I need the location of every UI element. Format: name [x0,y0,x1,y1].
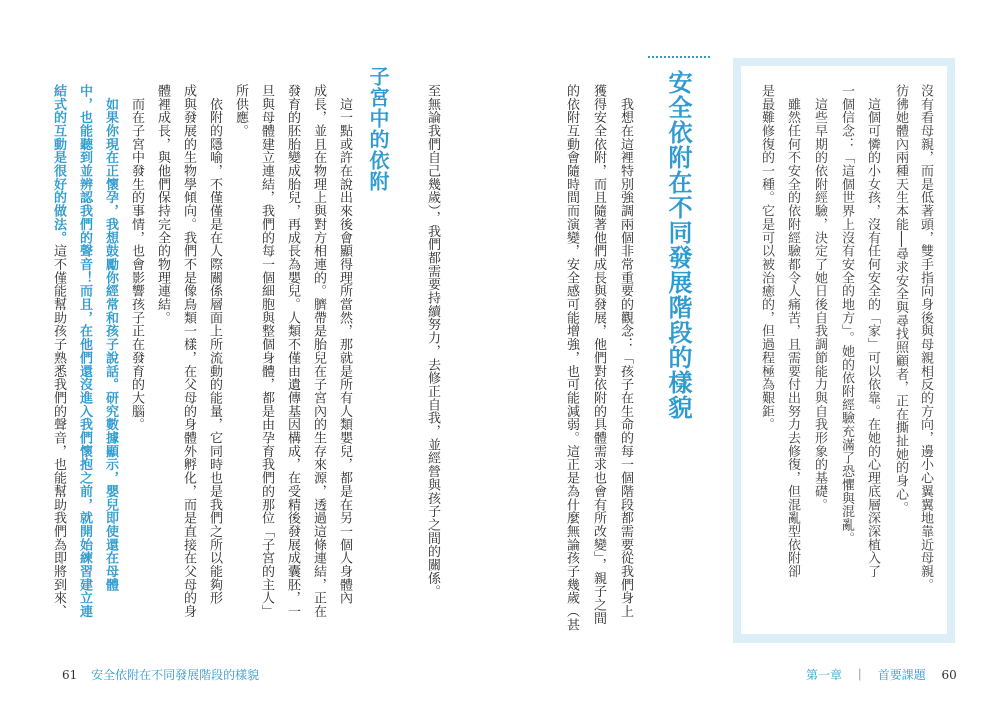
body-line: 成與發展的生物學傾向。我們不是像鳥類一樣，在父母的身體外孵化，而是直接在父母的身 [181,84,196,618]
section-title: 安全依附在不同發展階段的樣貌 [664,70,692,420]
body-line: 體裡成長，與他們保持完全的物理連結。 [155,84,170,325]
body-line: 我想在這裡特別強調兩個非常重要的觀念：「孩子在生命的每一個階段都需要從我們身上 [618,84,633,618]
page-number: 61 [62,668,78,682]
emphasis-segment: 結式的互動是很好的做法。 [51,84,66,245]
box-line: 雖然任何不安全的依附經驗都令人痛苦，且需要付出努力去修復，但混亂型依附卻 [785,84,800,578]
body-line: 至無論我們自己幾歲），我們都需要持續努力，去修正自我，並經營與孩子之間的關係。 [425,84,440,599]
footer-title: 首要課題 [877,668,926,682]
body-line: 所供應。 [233,84,248,138]
footer-separator: ｜ [853,668,866,682]
box-line: 一個信念：「這個世界上沒有安全的地方」。她的依附經驗充滿了恐懼與混亂。 [839,84,854,545]
box-line: 這些早期的依附經驗，決定了她日後自我調節能力與自我形象的基礎。 [812,84,827,512]
body-line: 這一點或許在說出來後會顯得理所當然，那就是所有人類嬰兒，都是在另一個人身體內 [337,84,352,605]
title-dotted-rule [648,56,710,58]
body-line: 而在子宮中發生的事情，也會影響孩子正在發育的大腦。 [129,84,144,432]
body-line: 獲得安全依附，而且隨著他們成長與發展，他們對依附的具體需求也會有所改變」，親子之間 [591,84,606,625]
body-line: 發育的胚胎變成胎兒，再成長為嬰兒。人類不僅由遺傳基因構成，在受精後發展成囊胚，一 [285,84,300,618]
body-line: 的依附互動會隨時間而演變，安全感可能增強，也可能減弱。這正是為什麼無論孩子幾歲（甚 [564,84,579,632]
right-footer [806,666,957,683]
subheading: 子宮中的依附 [366,66,390,192]
emphasis-line: 如果你現在正懷孕，我想鼓勵你經常和孩子說話。研究數據顯示，嬰兒即使還在母體 [103,84,118,592]
body-line: 依附的隱喻，不僅僅是在人際關係層面上所流動的能量，它同時也是我們之所以能夠形 [207,84,222,605]
box-line: 這個可憐的小女孩，沒有任何安全的「家」可以依靠。在她的心理底層深深植入了 [865,84,880,578]
body-line: 成長，並且在物理上與對方相連的。臍帶是胎兒在子宮內的生存來源，透過這條連結，正在 [311,84,326,618]
body-segment: 這不僅能幫助孩子熟悉我們的聲音，也能幫助我們為即將到來、 [51,244,66,619]
footer-title: 安全依附在不同發展階段的樣貌 [91,668,260,682]
footer-chapter: 第一章 [806,668,843,682]
mixed-line [52,84,65,618]
box-line: 是最難修復的一種。它是可以被治癒的，但過程極為艱鉅。 [759,84,774,432]
box-line: 彷彿她體內兩種天生本能──尋求安全與尋找照顧者，正在撕扯她的身心。 [893,84,908,515]
emphasis-line: 中，也能聽到並辨認我們的聲音！而且，在他們還沒進入我們懷抱之前，就開始練習建立連 [77,84,92,618]
box-line: 沒有看母親，而是低著頭，雙手指向身後與母親相反的方向，邊小心翼翼地靠近母親。 [918,84,933,592]
body-line: 旦與母體建立連結，我們的每一個細胞與整個身體，都是由孕育我們的那位「子宮的主人」 [259,84,274,618]
page-number: 60 [941,668,957,682]
left-footer [62,666,259,683]
